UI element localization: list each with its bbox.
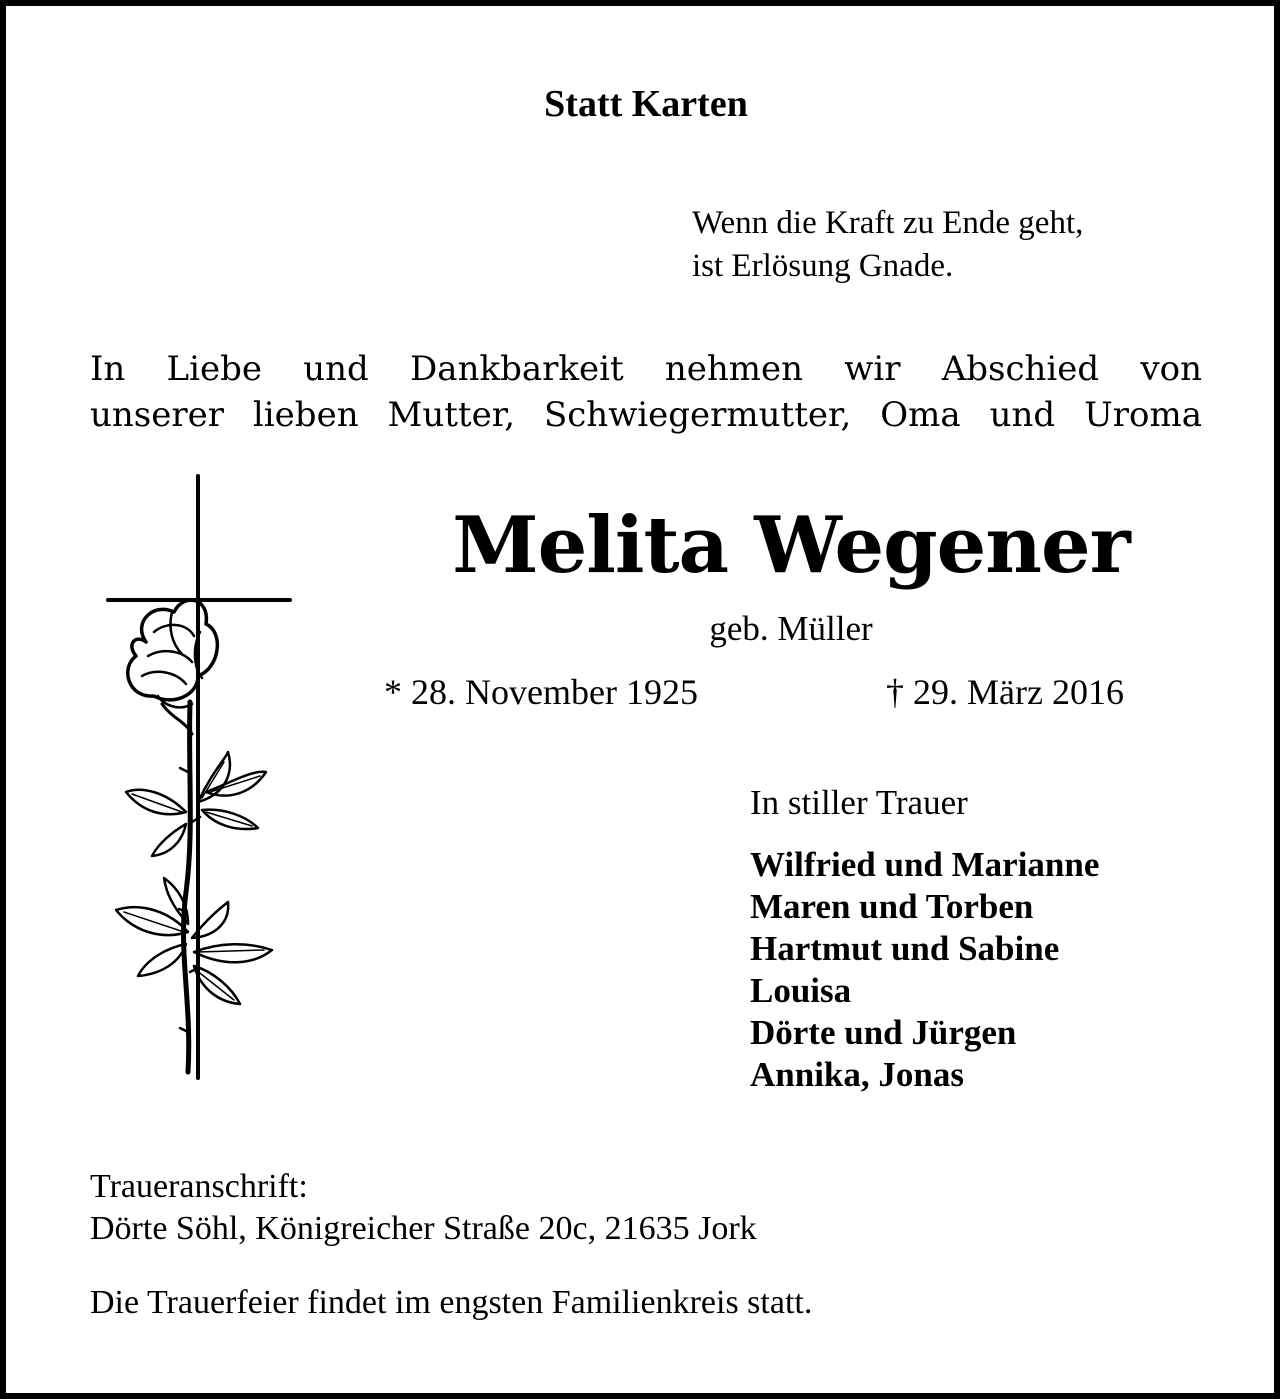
birth-date: * 28. November 1925 xyxy=(384,672,698,712)
deceased-name: Melita Wegener xyxy=(452,500,1130,591)
mourners-list xyxy=(750,844,1099,1096)
header-title: Statt Karten xyxy=(544,83,748,125)
mourner-item: Louisa xyxy=(750,971,852,1010)
mourner-item: Dörte und Jürgen xyxy=(750,1013,1017,1052)
mourner-item: Hartmut und Sabine xyxy=(750,929,1060,968)
intro-text xyxy=(90,346,1202,438)
mourning-label: In stiller Trauer xyxy=(750,783,968,822)
cross-with-rose-icon xyxy=(102,472,302,1092)
intro-line: In Liebe und Dankbarkeit nehmen wir Abschied von xyxy=(90,349,1202,389)
mourner-item: Wilfried und Marianne xyxy=(750,845,1100,884)
mourning-address: Dörte Söhl, Königreicher Straße 20c, 21635 Jork xyxy=(90,1210,757,1247)
motto-line: Wenn die Kraft zu Ende geht, xyxy=(692,205,1084,241)
mourner-item: Maren und Torben xyxy=(750,887,1034,926)
mourner-item: Annika, Jonas xyxy=(750,1055,964,1094)
maiden-name: geb. Müller xyxy=(709,609,873,648)
intro-line: unserer lieben Mutter, Schwiegermutter, Oma und Uroma xyxy=(90,395,1202,435)
address-label: Traueranschrift: xyxy=(90,1168,308,1205)
death-date: † 29. März 2016 xyxy=(886,672,1124,712)
ceremony-note: Die Trauerfeier findet im engsten Familienkreis statt. xyxy=(90,1284,813,1321)
motto-quote xyxy=(692,202,1083,288)
motto-line: ist Erlösung Gnade. xyxy=(692,248,954,284)
